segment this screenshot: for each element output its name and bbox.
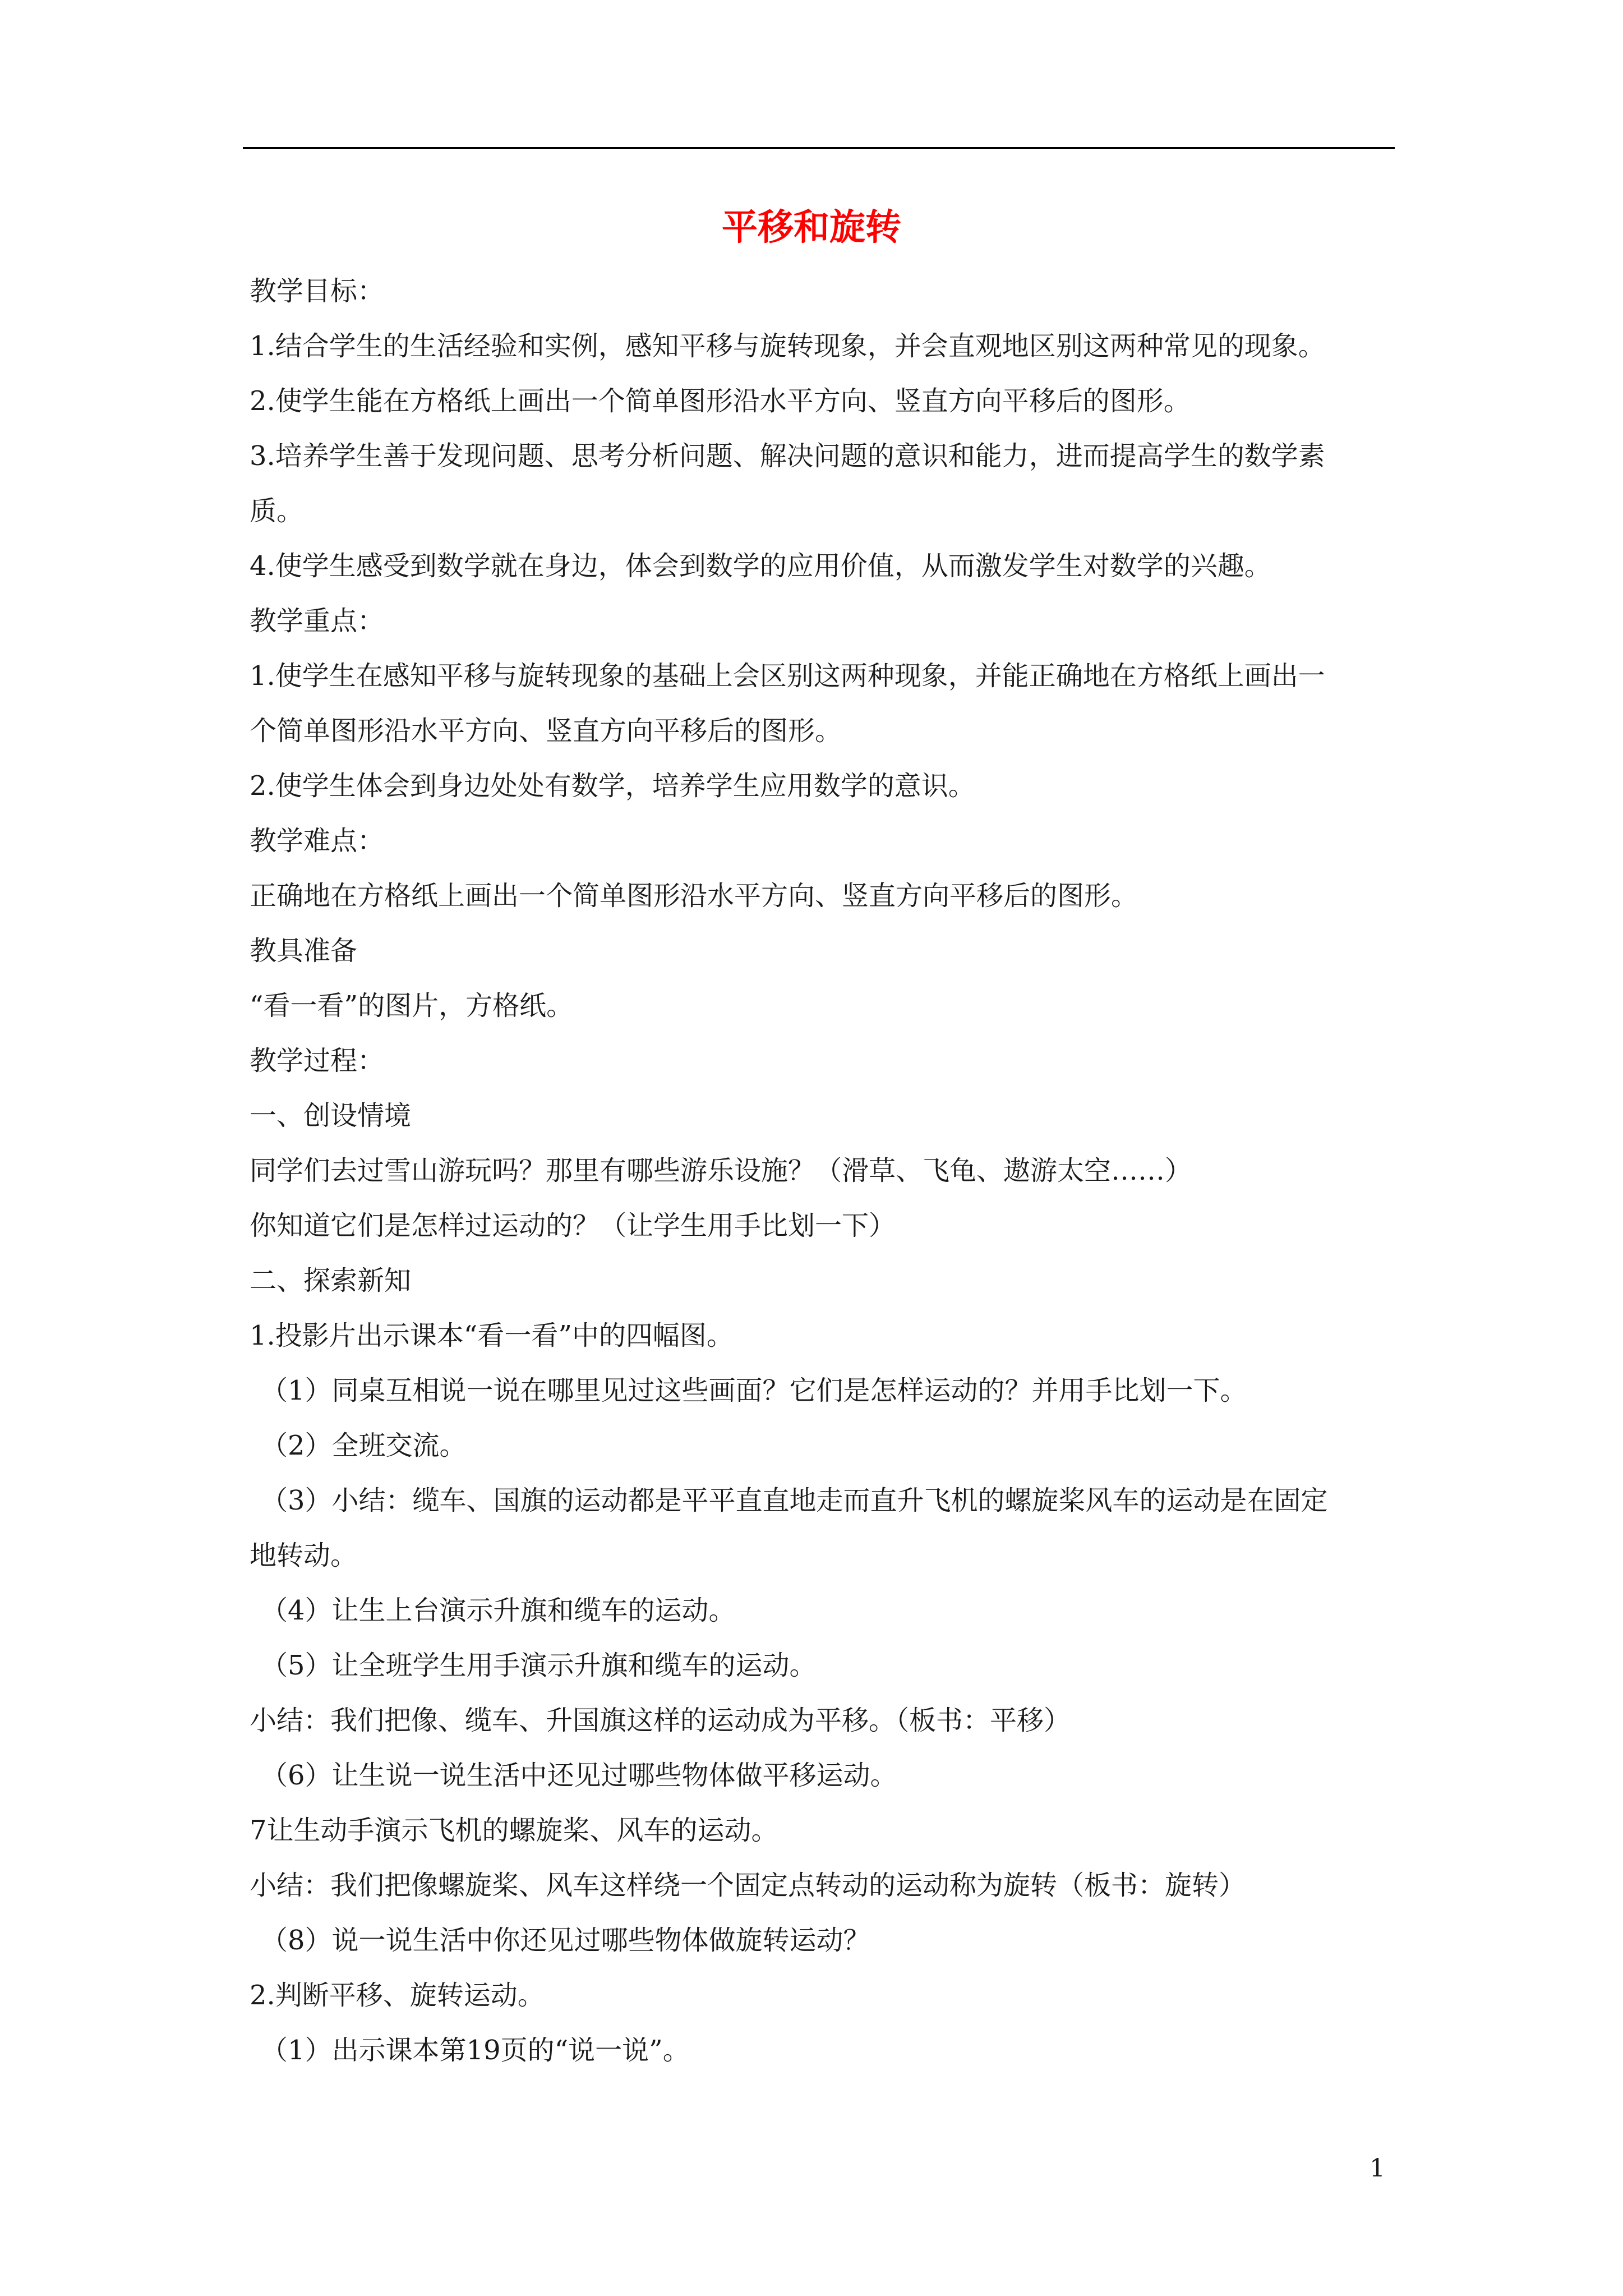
paragraph-line: （8）说一说生活中你还见过哪些物体做旋转运动？ xyxy=(261,1925,870,1956)
paragraph-line: 个简单图形沿水平方向、竖直方向平移后的图形。 xyxy=(250,715,842,747)
paragraph-line: （6）让生说一说生活中还见过哪些物体做平移运动。 xyxy=(261,1760,897,1791)
paragraph-line: （1）同桌互相说一说在哪里见过这些画面？它们是怎样运动的？并用手比划一下。 xyxy=(261,1375,1247,1406)
document-body xyxy=(250,264,1399,2078)
document-title: 平移和旋转 xyxy=(722,206,901,249)
page-number: 1 xyxy=(1370,2154,1385,2183)
header-rule xyxy=(243,147,1395,149)
paragraph-line: 小结：我们把像螺旋桨、风车这样绕一个固定点转动的运动称为旋转（板书：旋转） xyxy=(250,1870,1246,1901)
paragraph-line: 你知道它们是怎样过运动的？（让学生用手比划一下） xyxy=(250,1210,896,1241)
section-heading-process: 教学过程： xyxy=(250,1045,385,1076)
paragraph-line: 2.判断平移、旋转运动。 xyxy=(250,1980,545,2011)
paragraph-line: “看一看”的图片，方格纸。 xyxy=(250,990,574,1022)
paragraph-line: （3）小结：缆车、国旗的运动都是平平直直地走而直升飞机的螺旋桨风车的运动是在固定 xyxy=(261,1485,1328,1516)
section-heading-materials: 教具准备 xyxy=(250,935,358,967)
section-heading-objectives: 教学目标： xyxy=(250,275,385,307)
paragraph-line: 正确地在方格纸上画出一个简单图形沿水平方向、竖直方向平移后的图形。 xyxy=(250,880,1138,912)
subsection-heading: 一、创设情境 xyxy=(250,1100,412,1131)
paragraph-line: 2.使学生能在方格纸上画出一个简单图形沿水平方向、竖直方向平移后的图形。 xyxy=(250,385,1191,417)
paragraph-line: 1.使学生在感知平移与旋转现象的基础上会区别这两种现象，并能正确地在方格纸上画出一 xyxy=(250,660,1325,692)
paragraph-line: 3.培养学生善于发现问题、思考分析问题、解决问题的意识和能力，进而提高学生的数学素 xyxy=(250,440,1325,472)
paragraph-line: 4.使学生感受到数学就在身边，体会到数学的应用价值，从而激发学生对数学的兴趣。 xyxy=(250,550,1271,582)
paragraph-line: （5）让全班学生用手演示升旗和缆车的运动。 xyxy=(261,1650,817,1681)
paragraph-line: 2.使学生体会到身边处处有数学，培养学生应用数学的意识。 xyxy=(250,770,975,802)
paragraph-line: （1）出示课本第19页的“说一说”。 xyxy=(261,2035,690,2066)
paragraph-line: 1.结合学生的生活经验和实例，感知平移与旋转现象，并会直观地区别这两种常见的现象。 xyxy=(250,330,1325,362)
paragraph-line: 质。 xyxy=(250,495,304,527)
paragraph-line: 地转动。 xyxy=(250,1540,358,1571)
paragraph-line: 7让生动手演示飞机的螺旋桨、风车的运动。 xyxy=(250,1815,778,1846)
paragraph-line: （2）全班交流。 xyxy=(261,1430,467,1461)
paragraph-line: （4）让生上台演示升旗和缆车的运动。 xyxy=(261,1595,736,1626)
section-heading-key-points: 教学重点： xyxy=(250,605,385,637)
paragraph-line: 1.投影片出示课本“看一看”中的四幅图。 xyxy=(250,1320,734,1351)
section-heading-difficulties: 教学难点： xyxy=(250,825,385,857)
paragraph-line: 小结：我们把像、缆车、升国旗这样的运动成为平移。（板书：平移） xyxy=(250,1705,1071,1736)
paragraph-line: 同学们去过雪山游玩吗？那里有哪些游乐设施？（滑草、飞龟、遨游太空……） xyxy=(250,1155,1192,1186)
subsection-heading: 二、探索新知 xyxy=(250,1265,412,1296)
